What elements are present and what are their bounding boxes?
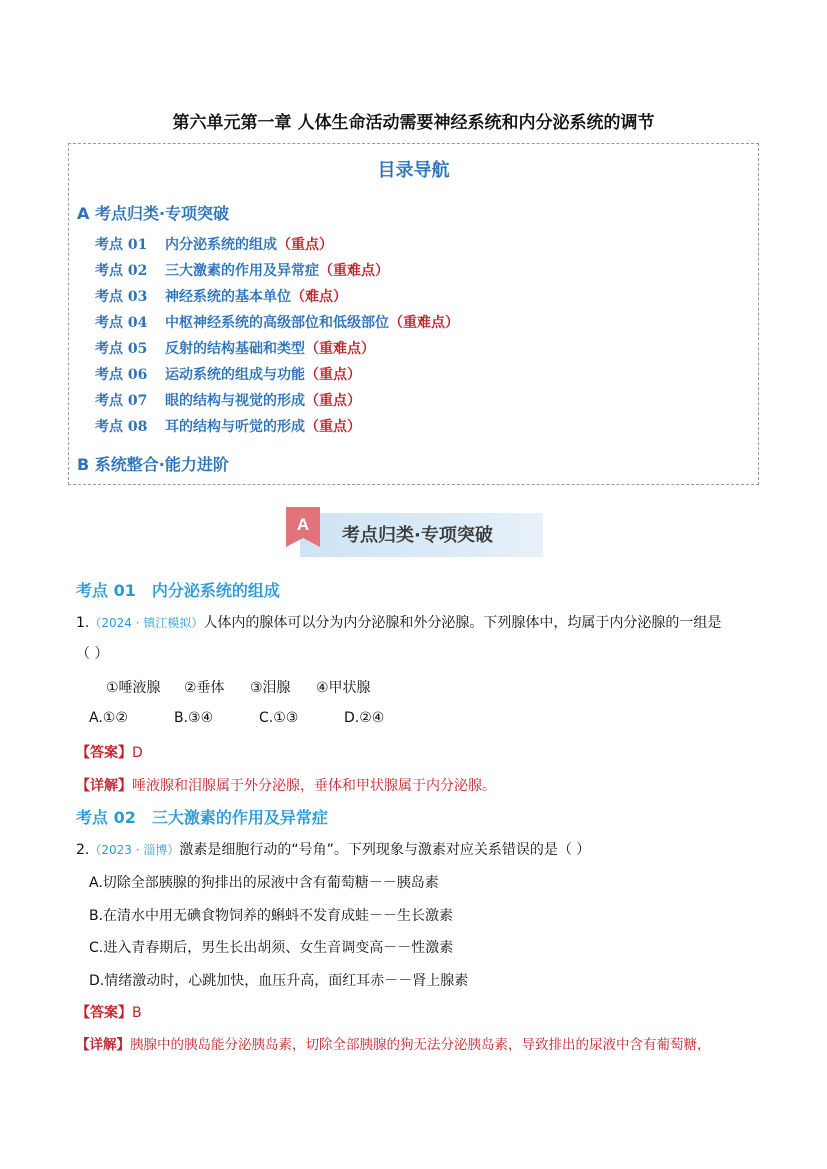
question-2-detail	[76, 1033, 711, 1053]
detail-text: 唾液腺和泪腺属于外分泌腺，垂体和甲状腺属于内分泌腺。	[132, 778, 496, 794]
toc-item-number: 考点 04	[95, 315, 148, 331]
document-title: 第六单元第一章 人体生命活动需要神经系统和内分泌系统的调节	[172, 113, 655, 133]
answer-label: 【答案】	[76, 1005, 132, 1021]
question-source: （2024 · 镇江模拟）	[89, 616, 204, 630]
question-1-item: ①唾液腺	[106, 680, 161, 696]
question-2-option-a[interactable]: A.切除全部胰腺的狗排出的尿液中含有葡萄糖－－胰岛素	[89, 875, 439, 891]
question-1-option-d[interactable]: D.②④	[344, 710, 385, 726]
section-heading-01	[76, 578, 280, 601]
section-number: 考点 01	[76, 581, 136, 600]
toc-item-text: 眼的结构与视觉的形成	[165, 393, 305, 409]
toc-item-text: 中枢神经系统的高级部位和低级部位	[165, 315, 389, 331]
toc-item-level: （重难点）	[389, 315, 459, 331]
question-1-detail	[76, 775, 496, 795]
detail-label: 【详解】	[76, 1037, 130, 1053]
section-heading-02	[76, 805, 328, 828]
answer-value: D	[132, 745, 143, 761]
section-name: 三大激素的作用及异常症	[151, 808, 328, 827]
toc-item-number: 考点 08	[95, 419, 148, 435]
question-1-option-c[interactable]: C.①③	[259, 710, 299, 726]
toc-item-07[interactable]	[95, 390, 361, 410]
answer-label: 【答案】	[76, 745, 132, 761]
answer-value: B	[132, 1005, 142, 1021]
bookmark-tag-icon	[286, 507, 320, 547]
question-1-item: ②垂体	[184, 680, 225, 696]
toc-item-level: （重点）	[305, 419, 361, 435]
toc-item-number: 考点 07	[95, 393, 148, 409]
question-1-item: ④甲状腺	[316, 680, 371, 696]
toc-item-01[interactable]	[95, 234, 333, 254]
toc-item-level: （重点）	[305, 393, 361, 409]
toc-item-05[interactable]	[95, 338, 375, 358]
question-text: 激素是细胞行动的“号角”。下列现象与激素对应关系错误的是（ ）	[179, 842, 591, 858]
banner-title: 考点归类·专项突破	[342, 525, 493, 546]
toc-part-a[interactable]: A 考点归类·专项突破	[77, 204, 230, 223]
question-2-option-c[interactable]: C.进入青春期后，男生长出胡须、女生音调变高－－性激素	[89, 940, 454, 956]
toc-item-number: 考点 06	[95, 367, 148, 383]
toc-item-02[interactable]	[95, 260, 389, 280]
question-2-option-d[interactable]: D.情绪激动时，心跳加快，血压升高，面红耳赤－－肾上腺素	[89, 973, 469, 989]
toc-item-03[interactable]	[95, 286, 347, 306]
section-name: 内分泌系统的组成	[151, 581, 280, 600]
detail-label: 【详解】	[76, 778, 132, 794]
toc-item-number: 考点 03	[95, 289, 148, 305]
question-text: 人体内的腺体可以分为内分泌腺和外分泌腺。下列腺体中，均属于内分泌腺的一组是	[203, 615, 722, 631]
question-1-answer	[76, 742, 143, 762]
section-number: 考点 02	[76, 808, 136, 827]
question-2-answer	[76, 1002, 142, 1022]
banner-tag-letter: A	[296, 515, 310, 534]
toc-navigation-box	[68, 143, 759, 485]
toc-item-08[interactable]	[95, 416, 361, 436]
toc-item-04[interactable]	[95, 312, 459, 332]
detail-text: 胰腺中的胰岛能分泌胰岛素，切除全部胰腺的狗无法分泌胰岛素，导致排出的尿液中含有葡萄糖，	[130, 1037, 711, 1053]
toc-item-level: （重难点）	[319, 263, 389, 279]
question-number: 2.	[76, 842, 90, 858]
toc-item-level: （难点）	[291, 289, 347, 305]
toc-item-text: 运动系统的组成与功能	[165, 367, 305, 383]
section-banner	[286, 507, 543, 557]
toc-item-number: 考点 02	[95, 263, 148, 279]
question-1-paren: （ ）	[76, 646, 109, 662]
toc-heading: 目录导航	[377, 160, 450, 181]
question-2-stem	[76, 839, 590, 859]
question-1-option-a[interactable]: A.①②	[89, 710, 128, 726]
toc-item-text: 耳的结构与听觉的形成	[165, 419, 305, 435]
toc-item-06[interactable]	[95, 364, 361, 384]
toc-item-text: 反射的结构基础和类型	[165, 341, 305, 357]
question-1-stem	[76, 612, 721, 632]
toc-item-text: 神经系统的基本单位	[165, 289, 291, 305]
toc-item-level: （重难点）	[305, 341, 375, 357]
toc-item-number: 考点 05	[95, 341, 148, 357]
question-number: 1.	[76, 615, 90, 631]
toc-item-text: 内分泌系统的组成	[165, 237, 277, 253]
question-1-option-b[interactable]: B.③④	[174, 710, 214, 726]
toc-item-text: 三大激素的作用及异常症	[165, 263, 319, 279]
question-2-option-b[interactable]: B.在清水中用无碘食物饲养的蝌蚪不发育成蛙－－生长激素	[89, 908, 454, 924]
toc-part-b[interactable]: B 系统整合·能力进阶	[77, 455, 229, 474]
toc-item-level: （重点）	[277, 237, 333, 253]
question-1-item: ③泪腺	[250, 680, 291, 696]
toc-item-number: 考点 01	[95, 237, 148, 253]
question-source: （2023 · 淄博）	[89, 843, 180, 857]
toc-item-level: （重点）	[305, 367, 361, 383]
